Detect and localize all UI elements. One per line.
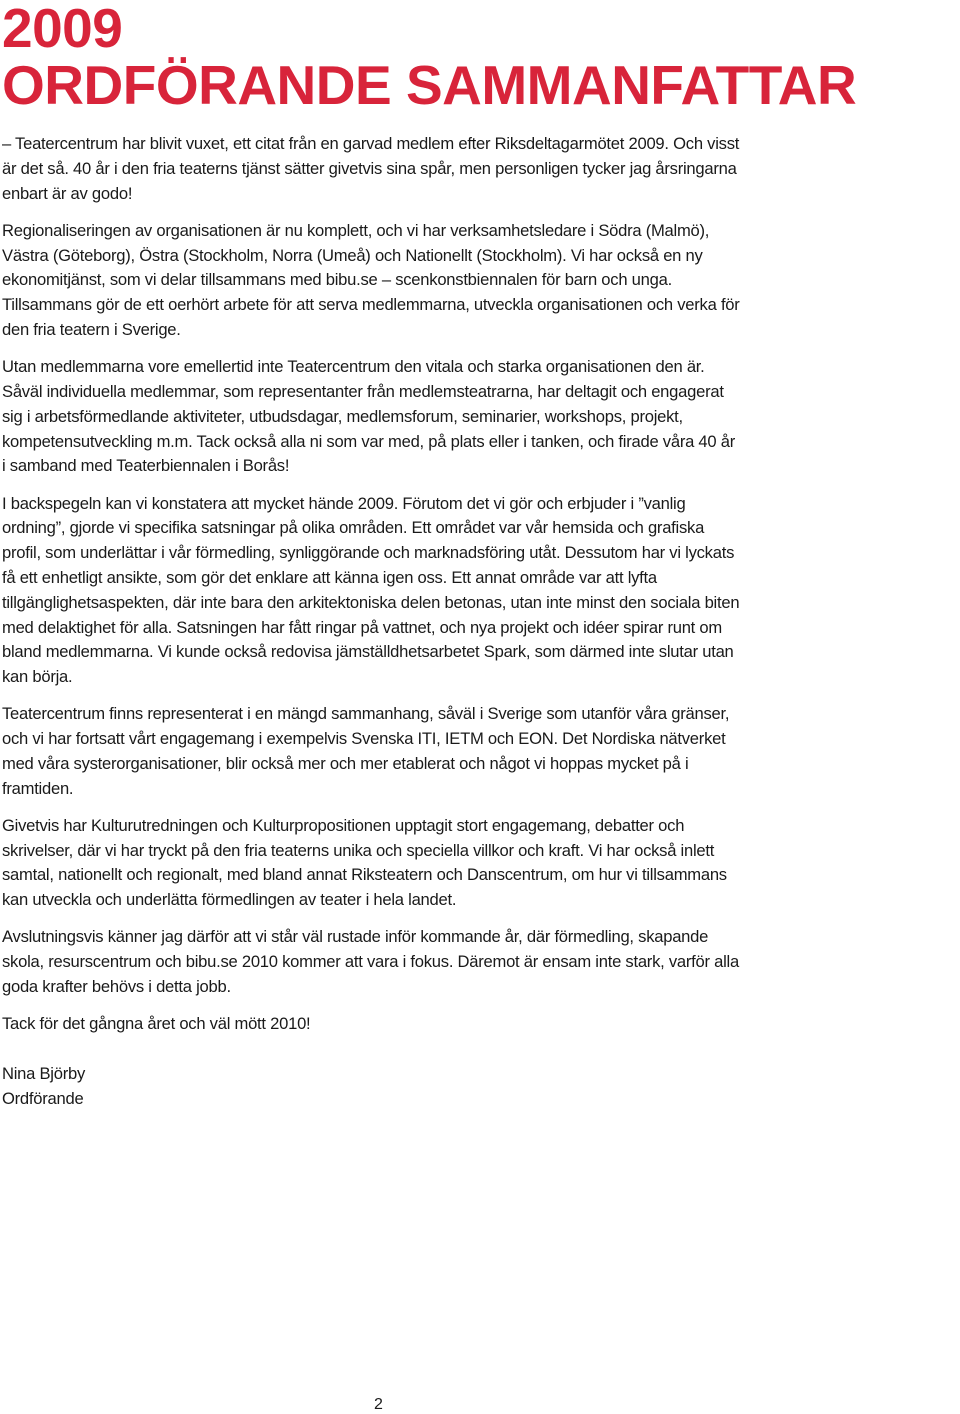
signature-name: Nina Björby [2, 1063, 86, 1083]
heading-year: 2009 [2, 0, 123, 59]
paragraph-review: I backspegeln kan vi konstatera att mycket hände 2009. Förutom det vi gör och erbjuder i ”vanlig ordning”, gjorde vi specifika satsningar på olika områden. Ett området var vår hemsida och grafiska profil, som underlättar i vår förmedling, synliggörande och marknadsföring utåt. Dessutom har vi lyckats få ett enhetligt ansikte, som gör det enklare att känna igen oss. Ett annat område var att lyfta tillgänglighetsaspekten, där inte bara den arkitektoniska delen betonas, utan inte minst den sociala biten med delaktighet för alla. Satsningen har fått ringar på vattnet, och nya projekt och idéer spirar runt om bland medlemmarna. Vi kunde också redovisa jämställdhetsarbetet Spark, som därmed inte slutar utan kan börja. [2, 493, 740, 687]
article-body [2, 132, 742, 1124]
page-number: 2 [374, 1396, 383, 1413]
signature-block [2, 1062, 742, 1112]
paragraph-regionalisation: Regionaliseringen av organisationen är nu komplett, och vi har verksamhetsledare i Södra (Malmö), Västra (Göteborg), Östra (Stockholm, Norra (Umeå) och Nationellt (Stockholm). Vi har också en ny ekonomitjänst, som vi delar tillsammans med bibu.se – scenkonstbiennalen för barn och unga. Tillsammans gör de ett oerhört arbete för att serva medlemmarna, utveckla organisationen och verka för den fria teatern i Sverige. [2, 220, 740, 339]
paragraph-members: Utan medlemmarna vore emellertid inte Teatercentrum den vitala och starka organisationen den är. Såväl individuella medlemmar, som representanter från medlemsteatrarna, har deltagit och engagerat sig i arbetsförmedlande aktiviteter, utbudsdagar, medlemsforum, seminarier, workshops, projekt, kompetensutveckling m.m. Tack också alla ni som var med, på plats eller i tanken, och firade våra 40 år i samband med Teaterbiennalen i Borås! [2, 357, 736, 476]
page-heading [2, 0, 856, 114]
heading-title: ORDFÖRANDE SAMMANFATTAR [2, 54, 857, 116]
paragraph-intro: – Teatercentrum har blivit vuxet, ett citat från en garvad medlem efter Riksdeltagarmötet 2009. Och visst är det så. 40 år i den fria teaterns tjänst sätter givetvis sina spår, men personligen tycker jag årsringarna enbart är av godo! [2, 134, 740, 203]
paragraph-thanks: Tack för det gångna året och väl mött 2010! [2, 1014, 311, 1034]
paragraph-culture-policy: Givetvis har Kulturutredningen och Kulturpropositionen upptagit stort engagemang, debatter och skrivelser, där vi har tryckt på den fria teaterns unika och speciella villkor och kraft. Vi har också inlett samtal, nationellt och regionalt, med bland annat Riksteatern och Danscentrum, om hur vi tillsammans kan utveckla och underlätta förmedlingen av teater i hela landet. [2, 815, 727, 910]
paragraph-conclusion: Avslutningsvis känner jag därför att vi står väl rustade inför kommande år, där förmedling, skapande skola, resurscentrum och bibu.se 2010 kommer att vara i fokus. Däremot är ensam inte stark, varför alla goda krafter behövs i detta jobb. [2, 927, 739, 997]
paragraph-representation: Teatercentrum finns representerat i en mängd sammanhang, såväl i Sverige som utanför våra gränser, och vi har fortsatt vårt engagemang i exempelvis Svenska ITI, IETM och EON. Det Nordiska nätverket med våra systerorganisationer, blir också mer och mer etablerat och något vi hoppas mycket på i framtiden. [2, 704, 730, 798]
signature-role: Ordförande [2, 1088, 84, 1108]
